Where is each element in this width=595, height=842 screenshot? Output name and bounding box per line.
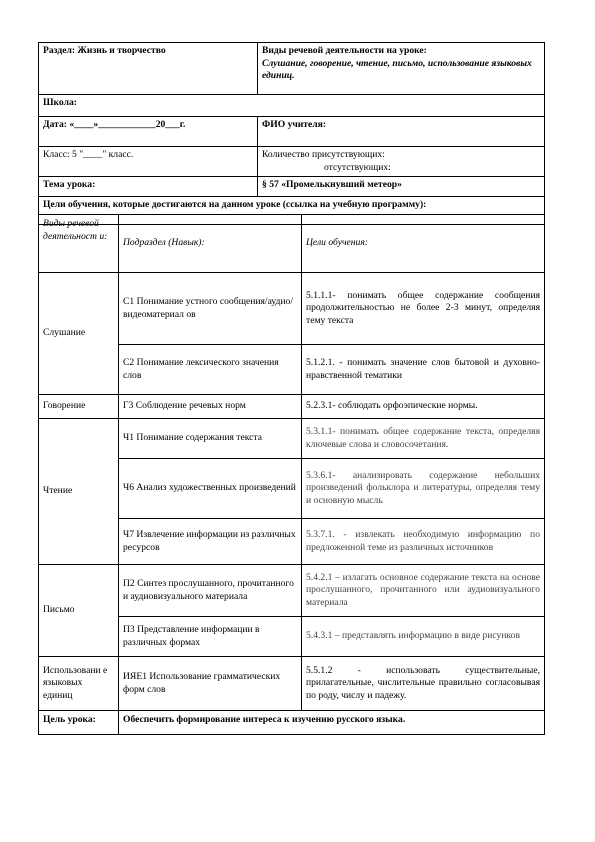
learning-goals-table — [38, 214, 545, 735]
purpose-row — [39, 711, 545, 735]
subsection-cell: Г3 Соблюдение речевых норм — [119, 395, 302, 419]
goal-cell: 5.1.1.1- понимать общее содержание сообщения продолжительностью не более 2-3 минут, определяя тему текста — [302, 273, 545, 345]
table-row — [39, 273, 545, 345]
purpose-label: Цель урока: — [39, 711, 119, 735]
goal-cell: 5.5.1.2 - использовать существительные, прилагательные, числительные правильно согласовывая по роду, числу и падежу. — [302, 657, 545, 711]
subsection-cell: П2 Синтез прослушанного, прочитанного и аудиовизуального материала — [119, 565, 302, 617]
table-header-row — [39, 215, 545, 273]
attendance-cell — [258, 147, 545, 177]
speech-activity-label: Виды речевой деятельности на уроке: — [262, 45, 427, 56]
activity-cell: Письмо — [39, 565, 119, 657]
col-header-subsection: Подраздел (Навык): — [119, 215, 302, 273]
subsection-cell: Ч6 Анализ художественных произведений — [119, 459, 302, 519]
absent-label: отсутствующих: — [324, 161, 391, 173]
present-label: Количество присутствующих: — [262, 149, 385, 160]
goal-cell: 5.4.3.1 – представлять информацию в виде рисунков — [302, 617, 545, 657]
table-row — [39, 419, 545, 459]
topic-value: § 57 «Промелькнувший метеор» — [258, 177, 545, 197]
subsection-cell: Ч1 Понимание содержания текста — [119, 419, 302, 459]
goal-cell: 5.3.7.1. - извлекать необходимую информацию по предложенной теме из различных источников — [302, 519, 545, 565]
goal-cell: 5.4.2.1 – излагать основное содержание текста на основе прослушанного, прочитанного или аудиовизуального материала — [302, 565, 545, 617]
table-row — [39, 565, 545, 617]
activity-cell: Использовани е языковых единиц — [39, 657, 119, 711]
activity-cell: Слушание — [39, 273, 119, 395]
subsection-cell: ИЯЕ1 Использование грамматических форм слов — [119, 657, 302, 711]
class-cell: Класс: 5 "____" класс. — [39, 147, 258, 177]
table-row — [39, 657, 545, 711]
col-header-goals: Цели обучения: — [302, 215, 545, 273]
goals-title: Цели обучения, которые достигаются на данном уроке (ссылка на учебную программу): — [39, 197, 545, 225]
topic-label: Тема урока: — [39, 177, 258, 197]
date-cell: Дата: «____»____________20___г. — [39, 117, 258, 147]
subsection-cell: С1 Понимание устного сообщения/аудио/видеоматериал ов — [119, 273, 302, 345]
subsection-cell: С2 Понимание лексического значения слов — [119, 345, 302, 395]
purpose-value: Обеспечить формирование интереса к изучению русского языка. — [119, 711, 545, 735]
section-cell: Раздел: Жизнь и творчество — [39, 43, 258, 95]
col-header-activity: Виды речевой деятельност и: — [39, 215, 119, 273]
goal-cell: 5.1.2.1. - понимать значение слов бытовой и духовно-нравственной тематики — [302, 345, 545, 395]
teacher-cell: ФИО учителя: — [258, 117, 545, 147]
goal-cell: 5.3.1.1- понимать общее содержание текста, определяя ключевые слова и словосочетания. — [302, 419, 545, 459]
activity-cell: Чтение — [39, 419, 119, 565]
goal-cell: 5.3.6.1- анализировать содержание небольших произведений фольклора и литературы, определяя тему и основную мысль — [302, 459, 545, 519]
school-cell: Школа: — [39, 95, 545, 117]
table-row — [39, 395, 545, 419]
speech-activity-cell — [258, 43, 545, 95]
subsection-cell: П3 Представление информации в различных формах — [119, 617, 302, 657]
lesson-header-table — [38, 42, 545, 225]
speech-activity-values: Слушание, говорение, чтение, письмо, использование языковых единиц. — [262, 57, 532, 81]
activity-cell: Говорение — [39, 395, 119, 419]
subsection-cell: Ч7 Извлечение информации из различных ресурсов — [119, 519, 302, 565]
goal-cell: 5.2.3.1- соблюдать орфоэпические нормы. — [302, 395, 545, 419]
